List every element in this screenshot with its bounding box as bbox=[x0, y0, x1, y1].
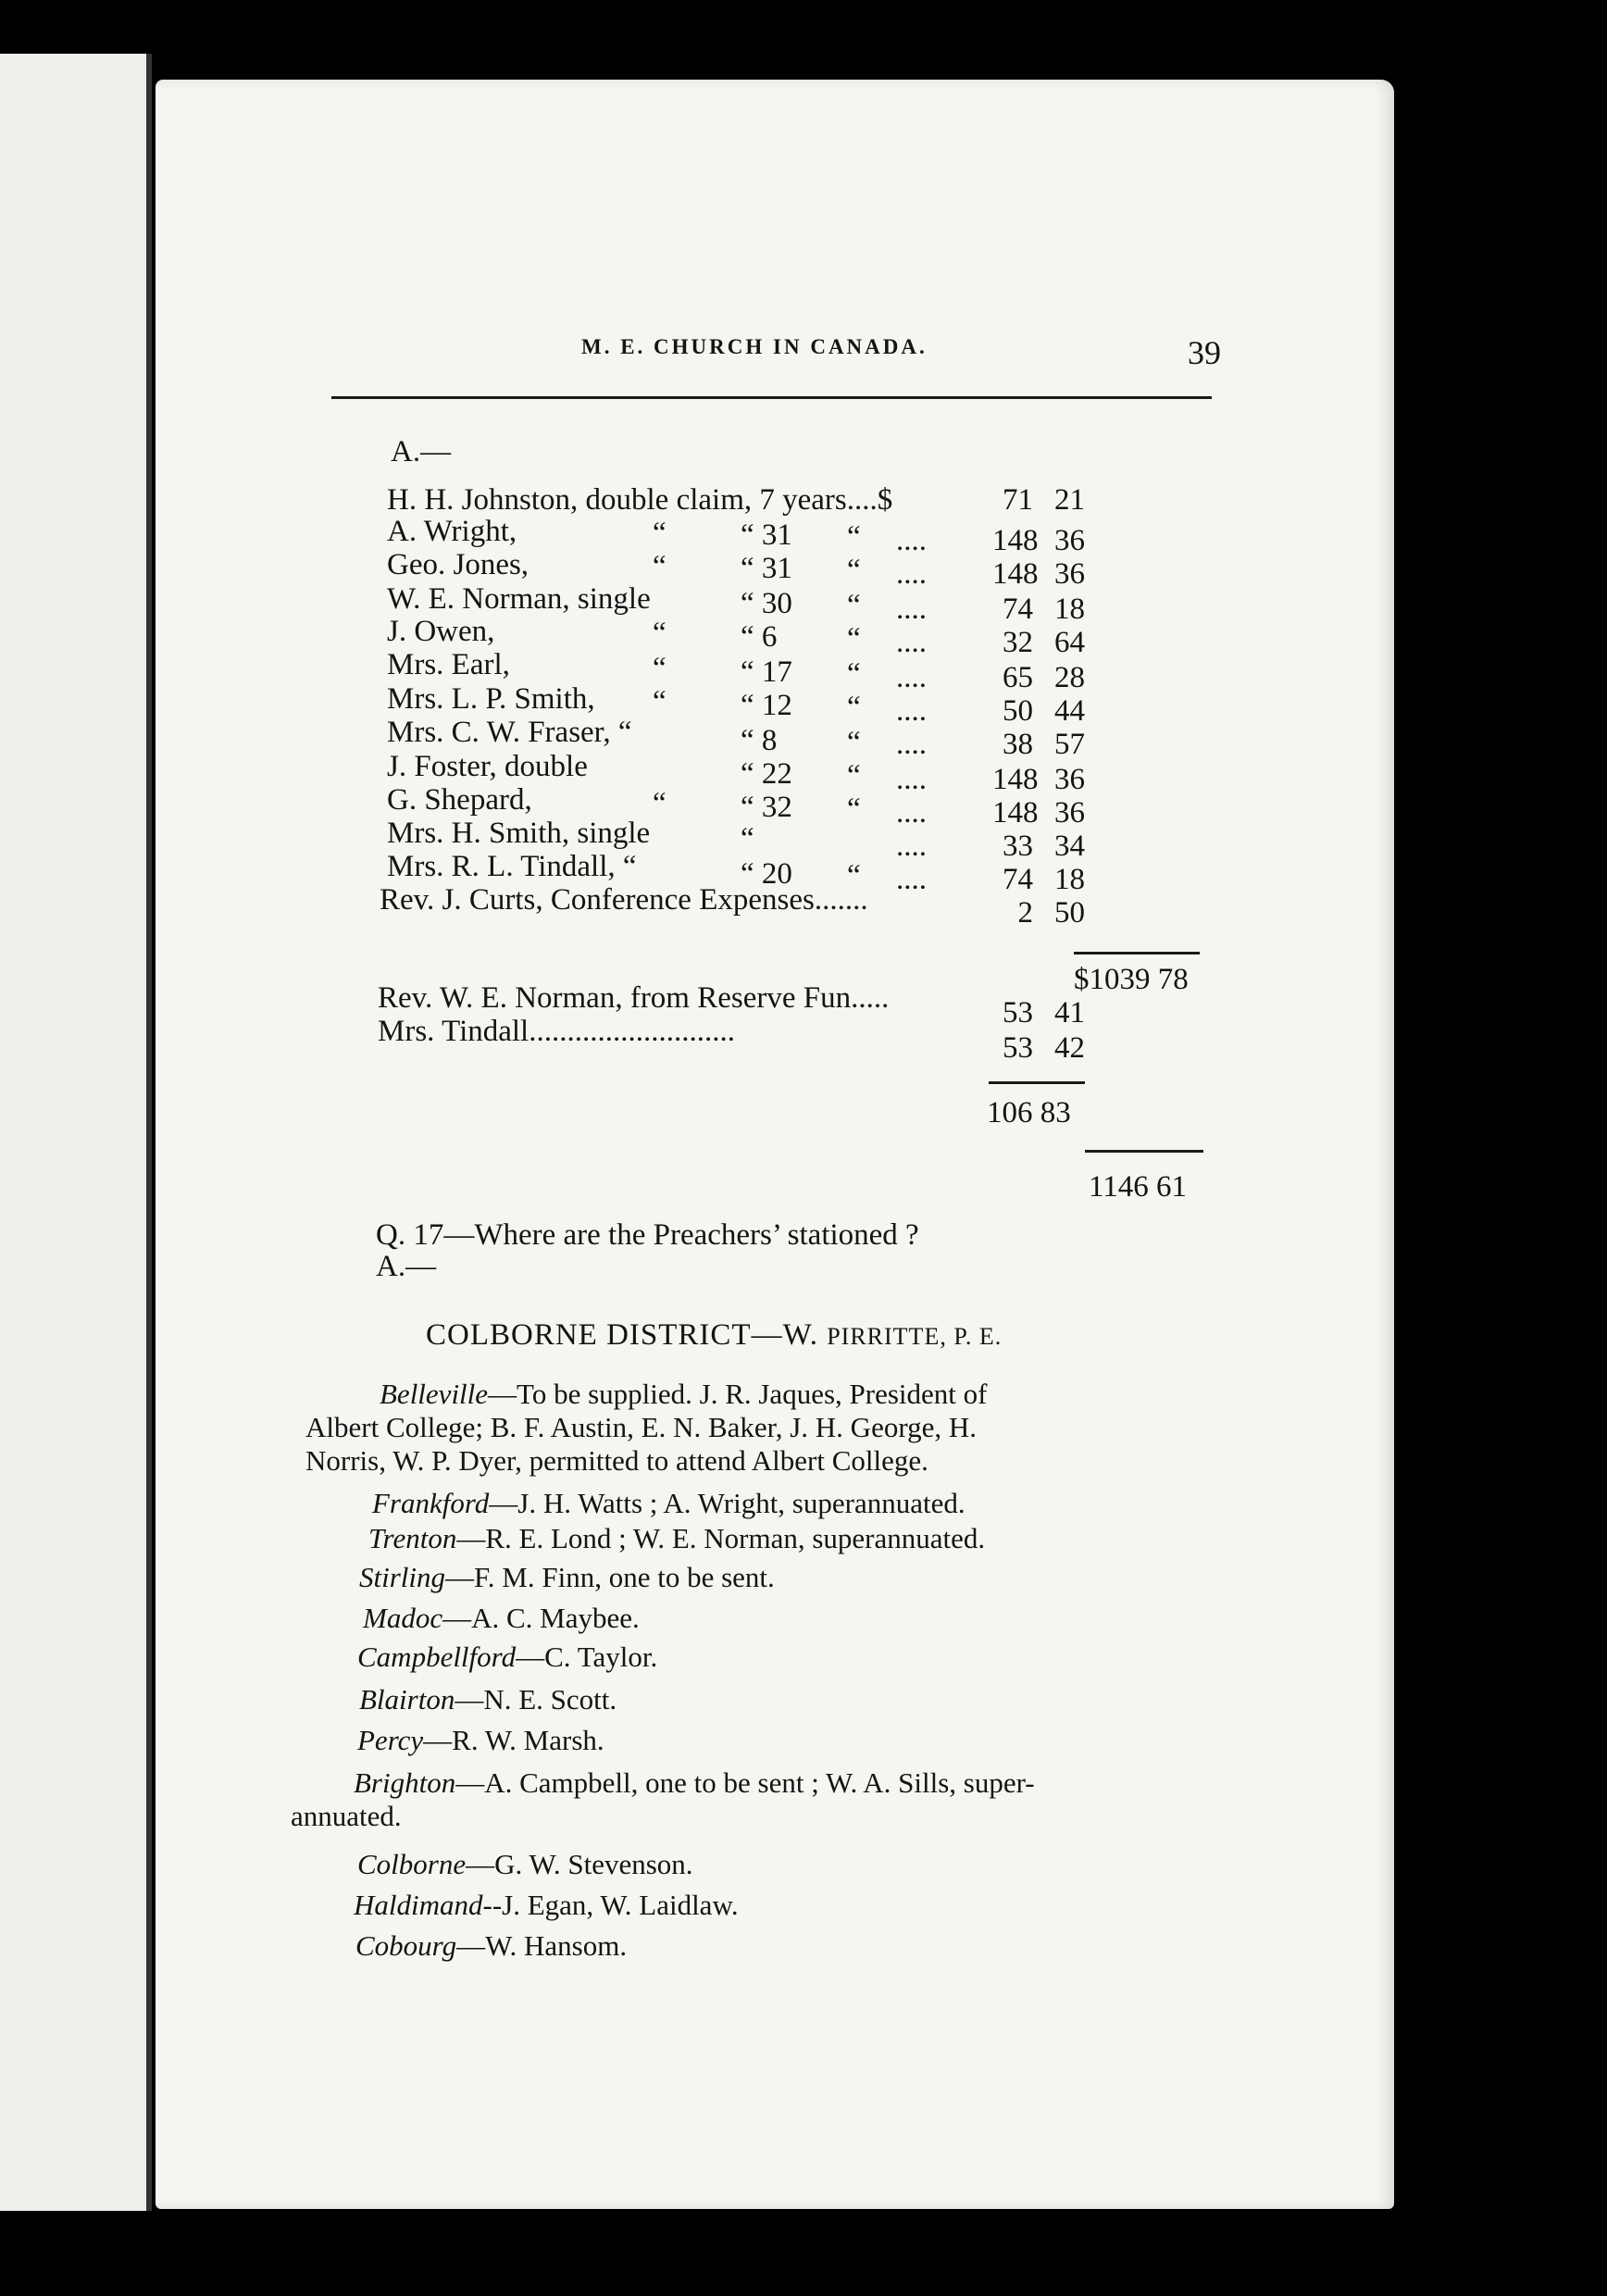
station-entry bbox=[357, 1641, 657, 1674]
claim-dollars: 71 bbox=[1003, 483, 1033, 517]
ditto-mark: “ bbox=[847, 726, 861, 759]
claim-cents: 44 bbox=[1054, 694, 1085, 728]
ditto-mark: “ bbox=[653, 787, 666, 820]
ditto-mark: “ bbox=[653, 517, 666, 550]
claim-name: Mrs. R. L. Tindall, “ bbox=[387, 850, 637, 883]
claim-cents: 36 bbox=[1054, 557, 1085, 591]
station-place: Blairton bbox=[359, 1683, 455, 1716]
station-entry bbox=[380, 1378, 987, 1411]
leader-dots: .... bbox=[896, 863, 927, 896]
station-entry bbox=[354, 1766, 1035, 1800]
leader-dots: .... bbox=[896, 557, 927, 591]
claim-years: “ 20 bbox=[741, 857, 792, 891]
leader-dots: .... bbox=[896, 626, 927, 659]
claim-name: W. E. Norman, single bbox=[387, 582, 651, 616]
ditto-mark: “ bbox=[847, 859, 861, 892]
station-text: —R. W. Marsh. bbox=[423, 1724, 604, 1756]
reserve-total: 106 83 bbox=[987, 1096, 1071, 1129]
leader-dots: .... bbox=[896, 694, 927, 728]
claim-cents: 36 bbox=[1054, 524, 1085, 557]
station-text: —To be supplied. J. R. Jaques, President of bbox=[488, 1378, 988, 1410]
station-text: —A. C. Maybee. bbox=[442, 1602, 640, 1634]
leader-dots: .... bbox=[896, 524, 927, 557]
claim-years: “ 30 bbox=[741, 587, 792, 620]
claim-years: “ 22 bbox=[741, 757, 792, 791]
station-text: —A. Campbell, one to be sent ; W. A. Sills, super- bbox=[455, 1766, 1035, 1799]
station-place: Belleville bbox=[380, 1378, 489, 1410]
claim-cents: 57 bbox=[1054, 728, 1085, 761]
reserve-rule bbox=[989, 1081, 1085, 1084]
leader-dots: .... bbox=[896, 830, 927, 863]
ditto-mark: “ bbox=[653, 617, 666, 650]
answer-label: A.— bbox=[391, 435, 452, 468]
claim-name: A. Wright, bbox=[387, 515, 517, 548]
claim-cents: 36 bbox=[1054, 796, 1085, 830]
claim-cents: 28 bbox=[1054, 661, 1085, 694]
claim-dollars: 32 bbox=[1003, 626, 1033, 659]
station-place: Campbellford bbox=[357, 1641, 517, 1673]
ditto-mark: “ bbox=[847, 554, 861, 587]
claim-name: Mrs. L. P. Smith, bbox=[387, 682, 595, 716]
claim-cents: 64 bbox=[1054, 626, 1085, 659]
claim-name: J. Owen, bbox=[387, 615, 495, 648]
ditto-mark: “ bbox=[847, 759, 861, 792]
ditto-mark: “ bbox=[653, 652, 666, 685]
claim-years: “ 8 bbox=[741, 724, 778, 757]
page-number: 39 bbox=[1188, 334, 1221, 371]
book-page bbox=[156, 80, 1394, 2209]
station-entry bbox=[305, 1444, 928, 1478]
claim-name: Rev. J. Curts, Conference Expenses....... bbox=[380, 883, 868, 917]
leader-dots: .... bbox=[896, 593, 927, 626]
ditto-mark: “ bbox=[653, 550, 666, 583]
district-heading bbox=[426, 1318, 1002, 1353]
district-name: COLBORNE DISTRICT—W. bbox=[426, 1318, 828, 1352]
grand-total: 1146 61 bbox=[1089, 1170, 1188, 1204]
station-place: Haldimand bbox=[354, 1889, 483, 1921]
claim-name: G. Shepard, bbox=[387, 783, 532, 817]
station-entry bbox=[355, 1929, 627, 1963]
claim-cents: 18 bbox=[1054, 593, 1085, 626]
grand-total-rule bbox=[1085, 1150, 1203, 1153]
claim-years: “ 6 bbox=[741, 620, 778, 654]
claim-name: Mrs. H. Smith, single bbox=[387, 817, 651, 850]
station-entry bbox=[368, 1522, 985, 1555]
station-text: —N. E. Scott. bbox=[455, 1683, 617, 1716]
ditto-mark: “ bbox=[847, 589, 861, 622]
ditto-mark: “ bbox=[653, 685, 666, 718]
leader-dots: .... bbox=[896, 728, 927, 761]
station-entry bbox=[359, 1683, 617, 1716]
reserve-dollars: 53 bbox=[1003, 1031, 1033, 1065]
subtotal-rule bbox=[1074, 952, 1200, 955]
station-entry bbox=[359, 1561, 775, 1594]
station-place: Trenton bbox=[368, 1522, 457, 1554]
claim-dollars: 2 bbox=[1017, 896, 1033, 930]
station-text: Albert College; B. F. Austin, E. N. Baker, J. H. George, H. bbox=[305, 1411, 977, 1443]
claim-years: “ 32 bbox=[741, 791, 792, 824]
reserve-dollars: 53 bbox=[1003, 996, 1033, 1029]
station-entry bbox=[357, 1724, 604, 1757]
claim-dollars: 148 bbox=[992, 763, 1039, 796]
claim-years: “ 12 bbox=[741, 689, 792, 722]
station-text: --J. Egan, W. Laidlaw. bbox=[482, 1889, 739, 1921]
station-text: —J. H. Watts ; A. Wright, superannuated. bbox=[489, 1487, 965, 1519]
station-text: annuated. bbox=[291, 1800, 402, 1832]
answer-label-2: A.— bbox=[376, 1250, 437, 1283]
station-place: Percy bbox=[357, 1724, 424, 1756]
station-text: —R. E. Lond ; W. E. Norman, superannuated. bbox=[456, 1522, 986, 1554]
claim-cents: 34 bbox=[1054, 830, 1085, 863]
station-entry bbox=[357, 1848, 693, 1881]
reserve-name: Mrs. Tindall........................... bbox=[378, 1015, 735, 1048]
presiding-elder: PIRRITTE, P. E. bbox=[827, 1323, 1003, 1350]
header-rule bbox=[331, 396, 1212, 399]
leader-dots: .... bbox=[896, 763, 927, 796]
ditto-mark: “ bbox=[847, 622, 861, 655]
station-entry bbox=[291, 1800, 402, 1833]
claim-dollars: 38 bbox=[1003, 728, 1033, 761]
claim-dollars: 33 bbox=[1003, 830, 1033, 863]
station-entry bbox=[363, 1602, 640, 1635]
claim-cents: 50 bbox=[1054, 896, 1085, 930]
claim-dollars: 148 bbox=[992, 524, 1039, 557]
claim-cents: 21 bbox=[1054, 483, 1085, 517]
ditto-mark: “ bbox=[847, 520, 861, 554]
station-text: —F. M. Finn, one to be sent. bbox=[445, 1561, 775, 1593]
ditto-mark: “ bbox=[847, 792, 861, 826]
claim-dollars: 65 bbox=[1003, 661, 1033, 694]
running-head: M. E. CHURCH IN CANADA. bbox=[581, 335, 928, 358]
claim-name: Mrs. C. W. Fraser, “ bbox=[387, 716, 632, 749]
claim-dollars: 74 bbox=[1003, 863, 1033, 896]
claim-dollars: 148 bbox=[992, 796, 1039, 830]
station-entry bbox=[354, 1889, 739, 1922]
station-text: Norris, W. P. Dyer, permitted to attend Albert College. bbox=[305, 1444, 928, 1477]
claim-name: Geo. Jones, bbox=[387, 548, 529, 581]
subtotal: $1039 78 bbox=[1074, 963, 1189, 996]
leader-dots: .... bbox=[896, 796, 927, 830]
station-text: —C. Taylor. bbox=[516, 1641, 658, 1673]
station-place: Frankford bbox=[372, 1487, 490, 1519]
claim-years: “ bbox=[741, 822, 754, 855]
facing-page-edge bbox=[0, 54, 152, 2211]
station-place: Madoc bbox=[363, 1602, 443, 1634]
ditto-mark: “ bbox=[847, 657, 861, 691]
reserve-name: Rev. W. E. Norman, from Reserve Fun..... bbox=[378, 981, 890, 1015]
claim-years: “ 31 bbox=[741, 552, 792, 585]
reserve-cents: 41 bbox=[1054, 996, 1085, 1029]
station-place: Colborne bbox=[357, 1848, 467, 1880]
reserve-cents: 42 bbox=[1054, 1031, 1085, 1065]
claim-cents: 36 bbox=[1054, 763, 1085, 796]
station-entry bbox=[372, 1487, 965, 1520]
station-text: —G. W. Stevenson. bbox=[466, 1848, 693, 1880]
claim-name: J. Foster, double bbox=[387, 750, 588, 783]
leader-dots: .... bbox=[896, 661, 927, 694]
claim-name: Mrs. Earl, bbox=[387, 648, 510, 681]
claim-dollars: 50 bbox=[1003, 694, 1033, 728]
station-text: —W. Hansom. bbox=[456, 1929, 628, 1962]
ditto-mark: “ bbox=[847, 691, 861, 724]
claim-name: H. H. Johnston, double claim, 7 years....$ bbox=[387, 483, 893, 517]
station-place: Brighton bbox=[354, 1766, 456, 1799]
claim-dollars: 74 bbox=[1003, 593, 1033, 626]
station-entry bbox=[305, 1411, 977, 1444]
station-place: Cobourg bbox=[355, 1929, 457, 1962]
station-place: Stirling bbox=[359, 1561, 446, 1593]
claim-cents: 18 bbox=[1054, 863, 1085, 896]
question-17: Q. 17—Where are the Preachers’ stationed ? bbox=[376, 1218, 919, 1252]
claim-years: “ 31 bbox=[741, 518, 792, 552]
claim-years: “ 17 bbox=[741, 655, 792, 689]
claim-dollars: 148 bbox=[992, 557, 1039, 591]
